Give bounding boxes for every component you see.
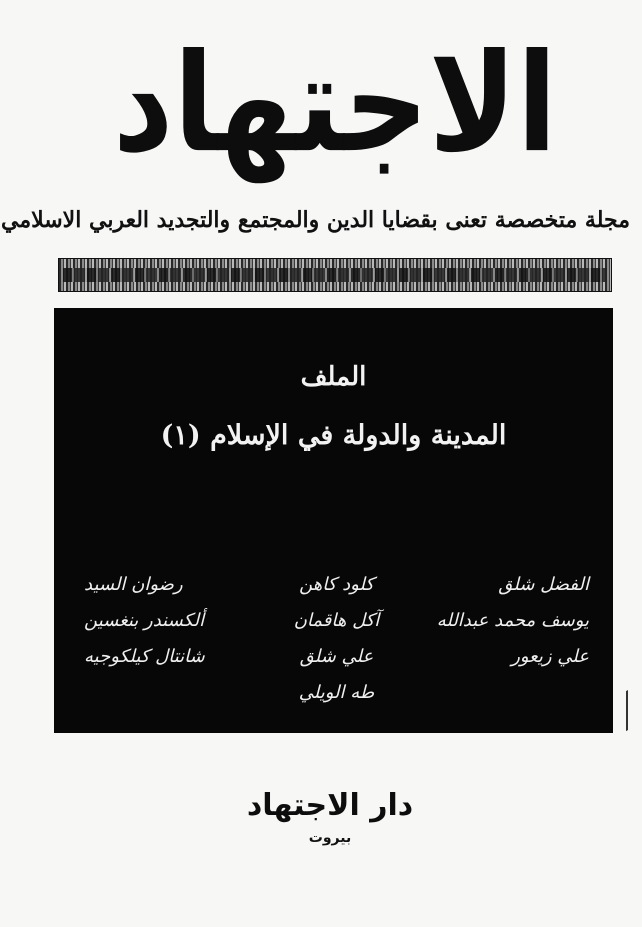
author-name: علي زيعور [511, 646, 589, 667]
dossier-panel [54, 308, 613, 733]
author-name: شانتال كيلكوجيه [84, 646, 205, 667]
dossier-label: الملف [300, 362, 367, 392]
author-name: الفضل شلق [498, 574, 589, 595]
authors-column-left [84, 570, 242, 708]
authors-column-middle [258, 570, 416, 708]
author-name: رضوان السيد [84, 574, 183, 595]
author-name: كلود كاهن [299, 574, 374, 595]
author-name: يوسف محمد عبدالله [436, 610, 589, 631]
author-name: علي شلق [299, 646, 374, 667]
authors-list [84, 570, 589, 708]
scan-edge-mark [614, 690, 628, 738]
author-name: آكل هاقمان [293, 610, 380, 631]
decorative-band [58, 258, 612, 292]
magazine-subtitle: مجلة متخصصة تعنى بقضايا الدين والمجتمع والتجديد العربي الاسلامي [0, 207, 630, 233]
author-name: طه الويلي [298, 682, 375, 703]
publisher-name: دار الاجتهاد [246, 788, 414, 823]
dossier-title: المدينة والدولة في الإسلام (١) [160, 420, 507, 451]
author-name: ألكسندر بنغسين [84, 610, 205, 631]
masthead-title: الاجتهاد [112, 23, 558, 183]
publisher-city: بيروت [308, 830, 352, 846]
authors-column-right [431, 570, 589, 708]
